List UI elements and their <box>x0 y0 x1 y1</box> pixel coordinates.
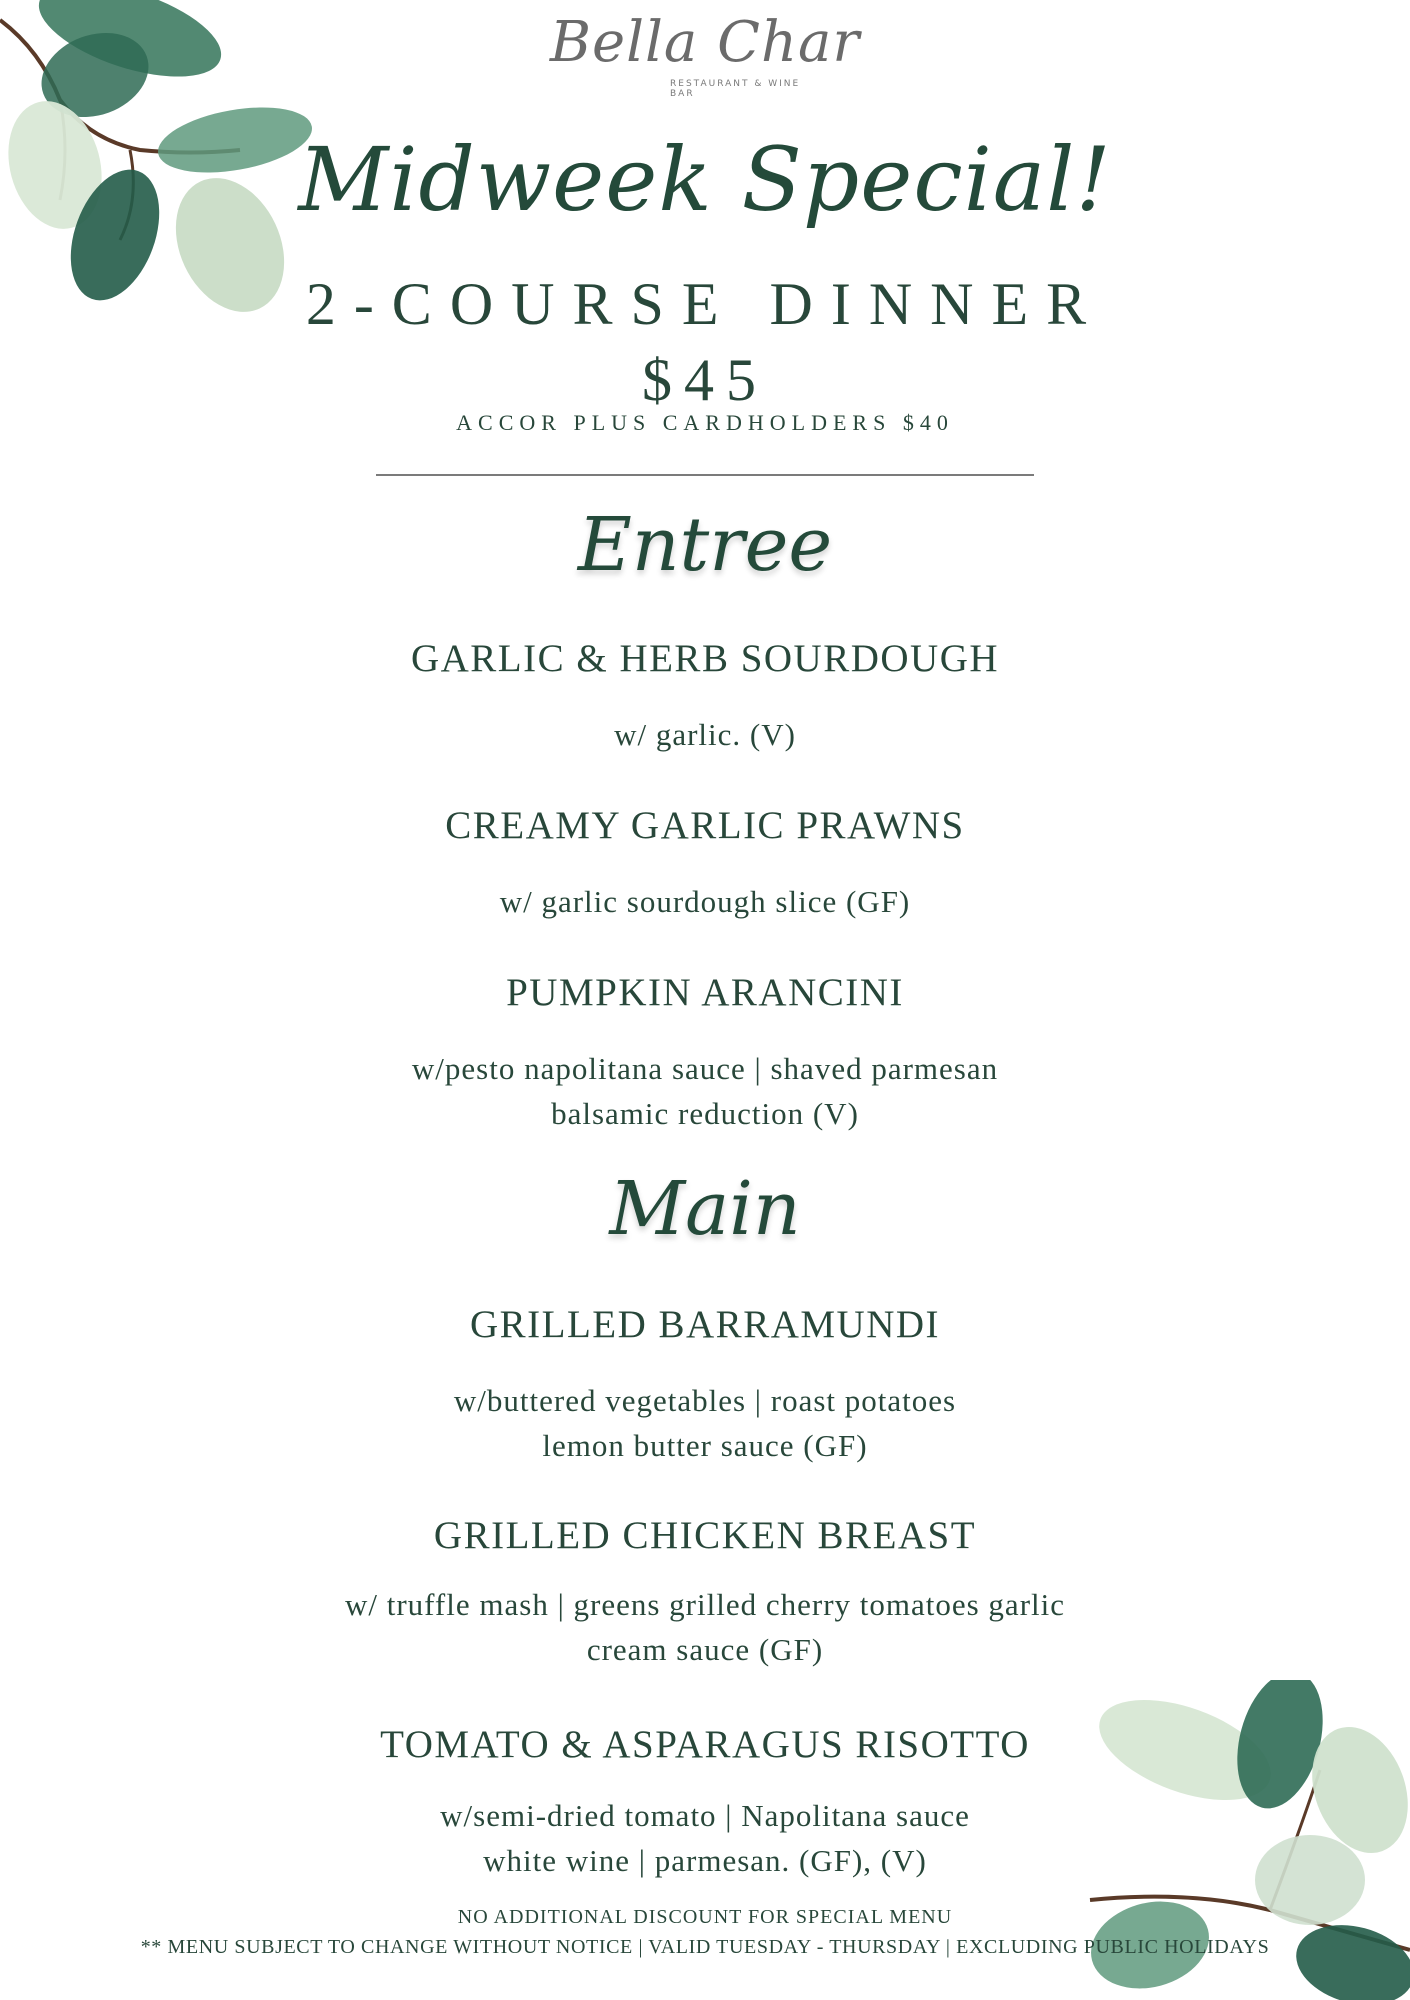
section-heading-entree: Entree <box>577 502 833 588</box>
menu-item-name: GRILLED CHICKEN BREAST <box>433 1514 977 1557</box>
menu-item-desc: balsamic reduction (V) <box>551 1096 859 1131</box>
menu-item-name: PUMPKIN ARANCINI <box>506 971 904 1014</box>
divider <box>376 474 1034 476</box>
menu-item-name: GARLIC & HERB SOURDOUGH <box>410 637 1000 680</box>
menu-item-desc: white wine | parmesan. (GF), (V) <box>483 1843 927 1878</box>
logo-tagline: RESTAURANT & WINE BAR <box>670 79 801 99</box>
menu-title: Midweek Special! <box>298 128 1112 231</box>
menu-item-name: GRILLED BARRAMUNDI <box>469 1303 941 1346</box>
logo-wordmark: Bella Char <box>549 10 861 75</box>
menu-item-desc: w/pesto napolitana sauce | shaved parmesan <box>411 1051 999 1086</box>
member-price: ACCOR PLUS CARDHOLDERS $40 <box>456 410 954 435</box>
menu-item-desc: w/buttered vegetables | roast potatoes <box>453 1383 957 1418</box>
menu-item-desc: w/ truffle mash | greens grilled cherry tomatoes garlic <box>344 1587 1066 1622</box>
menu-item-desc: lemon butter sauce (GF) <box>542 1428 868 1463</box>
menu-item-desc: w/semi-dried tomato | Napolitana sauce <box>440 1798 970 1833</box>
menu-item-name: CREAMY GARLIC PRAWNS <box>445 804 965 847</box>
menu-item-desc: cream sauce (GF) <box>586 1632 824 1667</box>
menu-item-desc: w/ garlic sourdough slice (GF) <box>499 884 911 919</box>
menu-item-name: TOMATO & ASPARAGUS RISOTTO <box>380 1723 1030 1766</box>
menu-item-desc: w/ garlic. (V) <box>614 717 796 752</box>
footer-note: NO ADDITIONAL DISCOUNT FOR SPECIAL MENU <box>457 1906 953 1928</box>
menu-subtitle: 2-COURSE DINNER <box>305 271 1105 337</box>
footer-disclaimer: ** MENU SUBJECT TO CHANGE WITHOUT NOTICE | VALID TUESDAY - THURSDAY | EXCLUDING PUBLIC HOLIDAYS <box>140 1936 1270 1958</box>
menu-price: $45 <box>642 347 768 413</box>
section-heading-main: Main <box>609 1166 801 1252</box>
